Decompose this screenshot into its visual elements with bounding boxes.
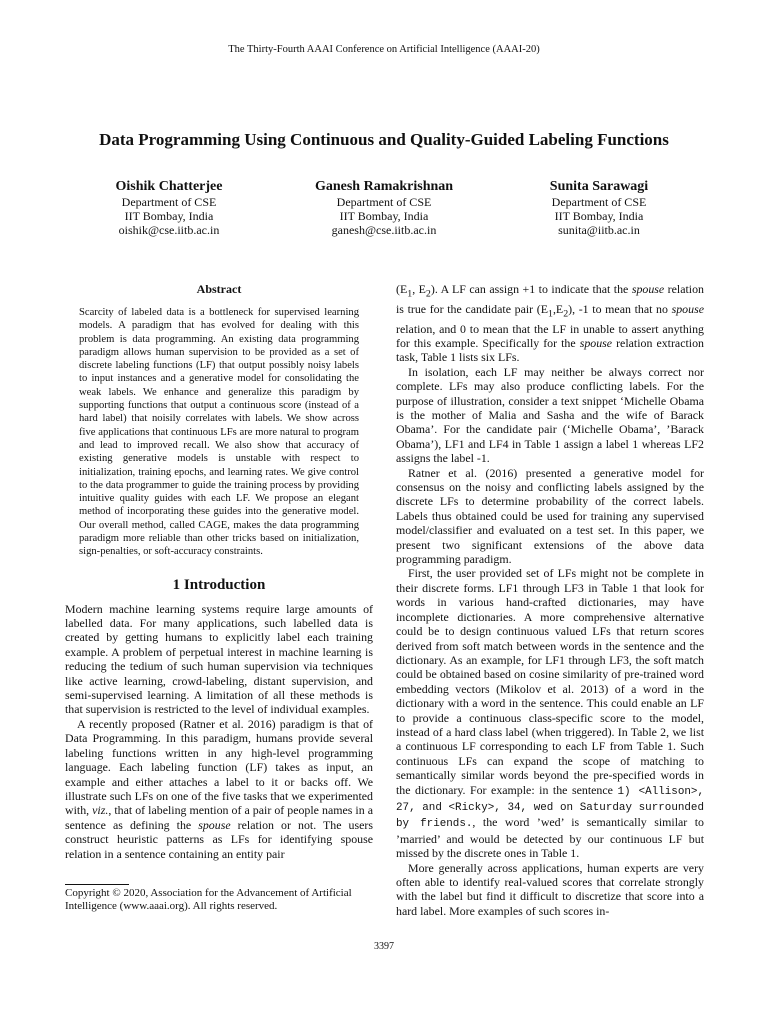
footnote-rule (65, 884, 129, 885)
author-name: Sunita Sarawagi (549, 179, 649, 194)
paper-title: Data Programming Using Continuous and Quality-Guided Labeling Functions (99, 130, 669, 149)
author-3 (494, 178, 704, 237)
page-number: 3397 (374, 941, 394, 952)
author-email: sunita@iitb.ac.in (558, 223, 640, 237)
author-email: ganesh@cse.iitb.ac.in (331, 223, 437, 237)
author-institution: IIT Bombay, India (339, 209, 429, 223)
conference-header: The Thirty-Fourth AAAI Conference on Artificial Intelligence (AAAI-20) (228, 44, 540, 55)
intro-paragraph-1: Modern machine learning systems require large amounts of labelled data. For many applications, such labelled data is created by getting humans to explicitly label each training example. A problem of perpetual interest in machine learning is reducing the tedium of such human supervision via techniques like active learning, crowd-labeling, distant supervision, and semi-supervised learning. A limitation of all these methods is that supervision is restricted to the level of individual examples. (65, 601, 373, 717)
left-column (65, 282, 373, 861)
copyright-text: Copyright © 2020, Association for the Advancement of Artificial Intelligence (www.aaai.org). All rights reserved. (65, 887, 352, 912)
author-dept: Department of CSE (551, 195, 647, 209)
abstract-heading: Abstract (196, 282, 242, 296)
intro-paragraph-2: A recently proposed (Ratner et al. 2016) paradigm is that of Data Programming. In this paradigm, humans provide several labeling functions written in any high-level programming language. Each labeling function (LF) takes as input, an example and either attaches a label to it or backs off. We illustrate such LFs on one of the five tasks that we experimented with, viz., that of labeling mention of a pair of people names in a sentence as defining the spouse relation or not. The users construct heuristic patterns as LFs for identifying spouse relation in a sentence containing an entity pair (65, 716, 373, 861)
section-heading-introduction: 1 Introduction (172, 576, 266, 593)
author-block (64, 178, 704, 237)
author-2 (279, 178, 489, 237)
right-paragraph-1: ($E_1$, $E_2$). A LF can assign +1 to indicate that the spouse relation is true for the candidate pair $(E_1,E_2)$, -1 to mean that no spouse relation, and 0 to mean that the LF in unable to assert anything for this example. Specifically for the spouse relation extraction task, Table 1 lists six LFs. (396, 282, 704, 365)
example-sentence-code: 1) <Allison>, 27, and <Ricky>, 34, wed on Saturday surrounded by friends. (396, 785, 704, 831)
right-paragraph-3: Ratner et al. (2016) presented a generative model for consensus on the noisy and conflicting labels assigned by the discrete LFs to determine probability of the correct labels. Labels thus obtained could be used for training any supervised model/classifier and evaluated on a test set. In this paper, we present two significant extensions of the above data programming paradigm. (396, 465, 704, 567)
author-name: Ganesh Ramakrishnan (314, 179, 454, 194)
author-institution: IIT Bombay, India (124, 209, 214, 223)
right-paragraph-5: More generally across applications, human experts are very often able to identify real-valued scores that correlate strongly with the label but find it difficult to discretize that score into a hard label. More examples of such scores in- (396, 860, 704, 918)
author-dept: Department of CSE (121, 195, 217, 209)
copyright-footnote (65, 884, 373, 913)
author-name: Oishik Chatterjee (115, 179, 223, 194)
author-1 (64, 178, 274, 237)
abstract-text: Scarcity of labeled data is a bottleneck for supervised learning models. A paradigm that has evolved for dealing with this problem is data programming. An existing data programming paradigm allows human supervision to be provided as a set of discrete labeling functions (LF) that output possibly noisy labels to input instances and a generative model for consolidating the weak labels. We enhance and generalize this paradigm by supporting functions that output a continuous score (instead of a hard label) that noisily correlates with labels. We show across five applications that continuous LFs are more natural to program and lead to improved recall. We also show that accuracy of existing generative models is unstable with respect to initialization, training epochs, and learning rates. We give control to the data programmer to guide the training process by providing intuitive quality guides with each LF. We propose an elegant method of incorporating these guides into the generative model. Our overall method, called CAGE, makes the data programming paradigm more reliable than other tricks based on initialization, sign-penalties, or soft-accuracy constraints. (79, 307, 359, 558)
author-dept: Department of CSE (336, 195, 432, 209)
right-paragraph-4: First, the user provided set of LFs might not be complete in their discrete forms. LF1 through LF3 in Table 1 that look for words in various hand-crafted dictionaries, may have incomplete dictionaries. A more comprehensive alternative could be to design continuous valued LFs that return scores derived from soft match between words in the sentence and the dictionary. As an example, for LF1 through LF3, the soft match could be obtained based on cosine similarity of pre-trained word embedding vectors (Mikolov et al. 2013) of a word in the dictionary with a word in the sentence. This could enable an LF to provide a continuous class-specific score to the model, instead of a hard class label (when triggered). In Table 2, we list a continuous LF corresponding to each LF from Table 1. Such continuous LFs can expand the scope of matching to semantically similar words beyond the pre-specified words in the dictionary. For example: in the sentence 1) <Allison>, 27, and <Ricky>, 34, wed on Saturday surrounded by friends., the word ’wed’ is semantically similar to ’married’ and would be detected by our continuous LF but missed by the discrete ones in Table 1. (396, 566, 705, 861)
author-institution: IIT Bombay, India (554, 209, 644, 223)
right-column (396, 282, 704, 918)
right-paragraph-2: In isolation, each LF may neither be always correct nor complete. LFs may also produce conflicting labels. For the purpose of illustration, consider a text snippet ‘Michelle Obama is the mother of Malia and Sasha and the wife of Barack Obama’. For the candidate pair (‘Michelle Obama’, ’Barack Obama’), LF1 and LF4 in Table 1 assign a label 1 whereas LF2 assigns the label -1. (396, 364, 704, 466)
author-email: oishik@cse.iitb.ac.in (118, 223, 220, 237)
